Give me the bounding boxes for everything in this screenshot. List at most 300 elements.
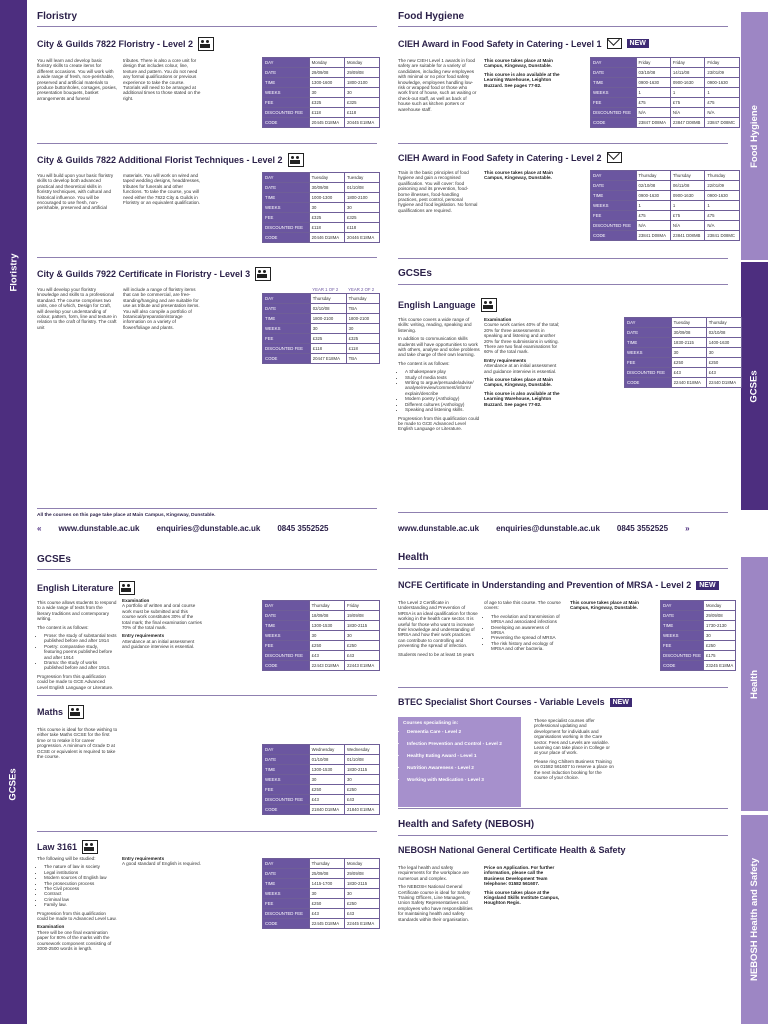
table-row-label: TIME [263, 621, 310, 631]
table-cell: £325 [344, 98, 379, 108]
list-item: • Writing to argue/persuade/advise/ analyse/review/comment/inform/ explain/describe [405, 380, 480, 396]
table-cell: £75 [636, 98, 670, 108]
course-description: These specialist courses offer professional updating and development for individuals and organisations working in the Care sector. Fees and Levels are variable. Learning can take place in College or at your place of work. Please ring Chiltern Business Training on 01582 561607 to reserve a place on the next induction booking for the course of your choice. [534, 718, 614, 781]
section-rule [398, 568, 728, 569]
table-cell: Friday [670, 58, 704, 68]
footer-rule [37, 508, 377, 509]
course-title-floristry-l3: City & Guilds 7922 Certificate in Floristry - Level 3 [37, 267, 271, 281]
table-row-label: DAY [591, 171, 637, 181]
table-cell: N/A [636, 221, 670, 231]
table-row-label: CODE [591, 231, 637, 241]
footer-rule [398, 512, 728, 513]
table-cell: 1730-2130 [703, 621, 735, 631]
table-cell: 29/09/08 [703, 611, 735, 621]
table-row [263, 651, 380, 661]
table-cell: 19/09/08 [344, 611, 379, 621]
table-cell: 30 [344, 775, 379, 785]
table-row [263, 334, 380, 344]
table-row [263, 631, 380, 641]
section-rule [398, 835, 728, 836]
table-cell: 1 [670, 88, 704, 98]
table-row [591, 68, 740, 78]
table-row-label: DISCOUNTED FEE [263, 223, 310, 233]
table-cell: 1400-1630 [706, 338, 741, 348]
table-row [263, 611, 380, 621]
table-cell: 30 [309, 631, 344, 641]
course-description: The new CIEH Level 1 awards in food safety are suitable for a variety of candidates, including new employees with minimal or no prior food safety knowledge, employees handling low-risk or wrapped food or those who work front of house, such as waiting or check-out staff, as well as back of house such as kitchen porters or warehouse staff. [398, 58, 477, 112]
table-row [263, 909, 380, 919]
table-row [591, 211, 740, 221]
table-cell: £118 [344, 108, 379, 118]
new-badge: NEW [610, 698, 632, 707]
table-row-label: WEEKS [263, 631, 310, 641]
table-cell: 29/09/08 [344, 869, 379, 879]
table-cell: Wednesday [309, 745, 344, 755]
table-row-label: TIME [591, 191, 637, 201]
table-row [263, 621, 380, 631]
table-row [263, 661, 380, 671]
course-description: This course is ideal for those wishing to either take Maths GCSE for the first time or to retake it for career progression. A minimum of Grade D at GCSE or equivalent is required to take the course. [37, 727, 118, 760]
table-row [263, 775, 380, 785]
course-description: will include a range of floristry items that can be commercial, are free-standing/hanging and are suitable for use as tribute and presentation items. You will also compile a portfolio of botanical/preparation/storage information on a variety of flower/foliage and plants. [123, 287, 200, 330]
table-row [591, 108, 740, 118]
list-item: • Preventing the spread of MRSA [491, 635, 562, 640]
table-row [661, 651, 736, 661]
table-cell: £118 [346, 344, 379, 354]
table-cell: £43 [309, 651, 344, 661]
list-item: • Criminal law [44, 897, 117, 902]
table-cell: N/A [636, 108, 670, 118]
list-item: • Contract [44, 891, 117, 896]
course-description: You will build upon your basic floristry skills to develop both advanced practical and theoretical skills in floristry techniques, with cultural and historical influence. You will be encouraged to use fresh, non-perishable, preserved and artificial [37, 173, 114, 211]
table-row [263, 173, 380, 183]
table-cell: 20447 E18MA [310, 354, 346, 364]
table-cell: 1800-2100 [346, 314, 379, 324]
table-row-label: DATE [263, 611, 310, 621]
table-cell: 21840 D18MA [309, 805, 344, 815]
table-cell: 22443 D18MA [309, 661, 344, 671]
side-tab-floristry[interactable]: Floristry [0, 0, 27, 545]
table-cell: Tuesday [309, 173, 344, 183]
table-row-label: DISCOUNTED FEE [263, 909, 310, 919]
section-title-gcses: GCSEs [398, 268, 432, 279]
table-row [263, 108, 380, 118]
footer-location-note: All the courses on this page take place at Main Campus, Kingsway, Dunstable. [37, 513, 216, 518]
table-cell: £43 [309, 909, 344, 919]
table-cell: Thursday [309, 859, 344, 869]
footer-phone[interactable]: 0845 3552525 [277, 524, 329, 533]
footer-website[interactable]: www.dunstable.ac.uk [398, 524, 480, 533]
table-cell: 0900-1630 [705, 78, 740, 88]
table-cell: N/A [705, 221, 740, 231]
course-description: You will learn and develop basic floristry skills to create items for different occasions. You will work with a wide range of fresh, non-perishable, preserved and artificial materials to produce buttonholes, corsages, posies, presentation bouquets, basket arrangements and funeral [37, 58, 117, 101]
side-tab-food-hygiene[interactable]: Food Hygiene [741, 12, 768, 260]
table-row [263, 785, 380, 795]
table-cell: 30/09/08 [309, 183, 344, 193]
table-cell: 1800-2100 [310, 314, 346, 324]
table-row [591, 171, 740, 181]
table-cell: TBA [346, 354, 379, 364]
list-item: • The Civil process [44, 886, 117, 891]
course-description: materials. You will work on wired and taped wedding designs, headdresses, tributes for funerals and other functions. To take the course, you will need either the 7822 City & Guilds in Floristry or an equivalent qualification. [123, 173, 201, 206]
course-title-nebosh: NEBOSH National General Certificate Health & Safety [398, 845, 626, 855]
table-row-label: DAY [263, 859, 310, 869]
table-cell: 01/10/08 [344, 755, 379, 765]
table-row-label: DATE [591, 68, 637, 78]
table-row-label: TIME [591, 78, 637, 88]
table-row-label: TIME [263, 193, 310, 203]
table-cell: Friday [705, 58, 740, 68]
table-row [263, 745, 380, 755]
course-description: tributes. There is also a core unit for design that includes colour, line, texture and pattern. You do not need any formal qualifications or previous experience to take the course. Tutorials will need to be arranged at additional times to those stated on the right. [123, 58, 201, 101]
course-title-btec: BTEC Specialist Short Courses - Variable Levels NEW [398, 697, 632, 707]
table-cell: 20446 D18MA [309, 233, 344, 243]
table-cell: 30/09/08 [671, 328, 706, 338]
table-row-label: DAY [591, 58, 637, 68]
table-cell: 1 [670, 201, 704, 211]
table-cell: £250 [703, 641, 735, 651]
table-row [625, 318, 742, 328]
table-cell: £75 [705, 98, 740, 108]
course-description: The following will be studied: • The nature of law in society • Legal institutions • Modern sources of English law • The prosecution process • The Civil process • Contract • Criminal law • Family law. Progression from this qualification could be made to Advanced Level Law. Examination There will be one final examination paper for 80% of the marks with the coursework component consisting of 2000-2500 words in length. [37, 856, 117, 955]
list-item: • Study of media texts [405, 375, 480, 380]
list-item: • A Shakespeare play [405, 369, 480, 374]
course-facts-table [660, 600, 736, 671]
table-cell: 22440 D18MA [706, 378, 741, 388]
table-row-label: DISCOUNTED FEE [591, 221, 637, 231]
course-details: Entry requirements A good standard of English is required. [122, 856, 201, 867]
list-item: • Modern sources of English law [44, 875, 117, 880]
table-row [263, 213, 380, 223]
table-row-label: DAY [263, 601, 310, 611]
table-cell: 0900-1630 [705, 191, 740, 201]
table-cell: 1830-2115 [344, 765, 379, 775]
list-item: • The nature of law in society [44, 864, 117, 869]
new-badge: NEW [627, 39, 649, 48]
table-row [263, 203, 380, 213]
table-cell: £43 [344, 909, 379, 919]
table-row [263, 223, 380, 233]
table-cell: 25/09/08 [309, 869, 344, 879]
table-row-label: FEE [263, 641, 310, 651]
table-cell: 1300-1530 [309, 765, 344, 775]
table-cell: 1 [705, 88, 740, 98]
course-facts-table [262, 744, 380, 815]
table-row-label: DISCOUNTED FEE [263, 651, 310, 661]
course-facts-table [262, 172, 380, 243]
table-row [625, 358, 742, 368]
table-cell: 30 [671, 348, 706, 358]
table-row-label: CODE [263, 354, 311, 364]
table-row-label: DATE [263, 68, 310, 78]
list-item: • Working with Medication - Level 3 [407, 778, 521, 783]
table-row-label: FEE [263, 98, 310, 108]
table-cell: 1830-2115 [344, 621, 379, 631]
table-cell: £43 [344, 651, 379, 661]
course-location: This course takes place at Main Campus, Kingsway, Dunstable. This course is also available at the Learning Warehouse, Leighton Buzzard. See pages 77-82. [484, 58, 560, 88]
table-column-header: YEAR 2 OF 2 [348, 287, 375, 292]
table-row [625, 328, 742, 338]
table-row [263, 755, 380, 765]
table-cell: TBA [346, 304, 379, 314]
table-cell: 22445 D18MA [309, 919, 344, 929]
table-cell: N/A [670, 108, 704, 118]
table-row-label: DISCOUNTED FEE [661, 651, 704, 661]
group-icon [288, 153, 304, 167]
table-cell: 22440 E18MA [671, 378, 706, 388]
section-rule [398, 26, 728, 27]
table-row-label: DATE [263, 304, 311, 314]
table-row [263, 324, 380, 334]
table-cell: 30 [309, 88, 344, 98]
side-tab-gcses[interactable]: GCSEs [741, 262, 768, 510]
table-row [263, 354, 380, 364]
table-row [263, 98, 380, 108]
table-row-label: TIME [661, 621, 704, 631]
table-cell: 23841 D08MC [705, 231, 740, 241]
table-row-label: DISCOUNTED FEE [263, 108, 310, 118]
table-cell: £75 [670, 98, 704, 108]
health-page [384, 545, 768, 1024]
table-row [591, 231, 740, 241]
side-tab-gcses[interactable]: GCSEs [0, 545, 27, 1024]
course-title-ncfe-mrsa: NCFE Certificate in Understanding and Prevention of MRSA - Level 2 NEW [398, 580, 719, 590]
footer-email[interactable]: enquiries@dunstable.ac.uk [496, 524, 600, 533]
table-cell: £325 [344, 213, 379, 223]
course-rule [398, 687, 728, 688]
side-tab-nebosh[interactable]: NEBOSH Health and Safety [741, 815, 768, 1024]
table-cell: 30 [346, 324, 379, 334]
table-row [625, 368, 742, 378]
table-cell: 22443 E18MA [344, 661, 379, 671]
table-row [591, 98, 740, 108]
table-cell: £325 [309, 213, 344, 223]
course-title-floristry-l2: City & Guilds 7822 Floristry - Level 2 [37, 37, 214, 51]
table-cell: N/A [705, 108, 740, 118]
side-tab-health[interactable]: Health [741, 557, 768, 811]
course-facts-table [262, 858, 380, 929]
table-cell: £118 [344, 223, 379, 233]
table-row [591, 191, 740, 201]
table-column-header: YEAR 1 OF 2 [312, 287, 339, 292]
table-cell: Monday [703, 601, 735, 611]
table-row-label: TIME [263, 765, 310, 775]
table-row-label: TIME [263, 314, 311, 324]
section-rule [37, 26, 377, 27]
floristry-page [0, 0, 384, 545]
gcses-page [0, 545, 384, 1024]
table-row [263, 805, 380, 815]
course-location: This course takes place at Main Campus, Kingsway, Dunstable. [570, 600, 639, 611]
course-facts-table [624, 317, 742, 388]
table-cell: £43 [671, 368, 706, 378]
table-cell: 14/11/08 [670, 68, 704, 78]
table-cell: 1830-2115 [671, 338, 706, 348]
table-cell: £75 [670, 211, 704, 221]
footer-contacts [398, 524, 690, 533]
group-icon [198, 37, 214, 51]
table-row-label: DATE [263, 869, 310, 879]
section-title-nebosh: Health and Safety (NEBOSH) [398, 819, 535, 830]
table-row-label: WEEKS [263, 324, 311, 334]
table-row [263, 193, 380, 203]
group-icon [481, 298, 497, 312]
table-cell: 23847 D08MC [705, 118, 740, 128]
footer-email[interactable]: enquiries@dunstable.ac.uk [156, 524, 261, 533]
table-cell: 0900-1630 [670, 78, 704, 88]
list-item: • Dementia Care - Level 2 [407, 730, 521, 735]
table-cell: Thursday [636, 171, 670, 181]
table-row [263, 314, 380, 324]
table-row-label: WEEKS [661, 631, 704, 641]
prev-page-arrow[interactable]: « [37, 524, 42, 533]
table-cell: £250 [706, 358, 741, 368]
courses-list-box: Courses specialising in: • Dementia Care - Level 2 • Infection Prevention and Control - Level 2 • Healthy Eating Award - Level 1 • Nutrition Awareness - Level 2 • Working with Medication - Level 3 [398, 717, 521, 807]
table-row-label: WEEKS [591, 88, 637, 98]
course-description: You will develop your floristry knowledge and skills to a professional standard. The course comprises two units, one of which, Design for Craft, will develop your understanding of colour, pattern, form, line and texture in relation to the craft of floristry. The craft unit [37, 287, 117, 330]
section-title-floristry: Floristry [37, 11, 78, 22]
table-cell: 1300-1600 [309, 78, 344, 88]
table-cell: 22445 E18MA [344, 919, 379, 929]
list-item: • The prosecution process [44, 881, 117, 886]
table-cell: Thursday [670, 171, 704, 181]
table-cell: £175 [703, 651, 735, 661]
table-cell: Friday [344, 601, 379, 611]
course-rule [398, 258, 728, 259]
course-description: of age to take this course. The course covers: • The evolution and transmission of MRSA and associated infections • Developing an awareness of MRSA • Preventing the spread of MRSA • The risk history and ecology of MRSA and other bacteria. [484, 600, 562, 655]
table-cell: 20446 E18MA [344, 233, 379, 243]
section-title-gcses: GCSEs [37, 554, 71, 565]
table-row [263, 88, 380, 98]
table-row-label: WEEKS [591, 201, 637, 211]
table-cell: 18/09/08 [309, 611, 344, 621]
table-cell: 30 [344, 631, 379, 641]
table-row-label: DISCOUNTED FEE [625, 368, 672, 378]
list-item: • Drama: the study of works published before and after 1914. [44, 660, 117, 671]
group-icon [68, 705, 84, 719]
table-row [263, 641, 380, 651]
table-row [591, 181, 740, 191]
course-title-cieh-l2: CIEH Award in Food Safety in Catering - Level 2 [398, 152, 622, 163]
table-cell: 02/10/08 [636, 181, 670, 191]
list-item: • Prose: the study of substantial texts published before and after 1914 [44, 633, 117, 644]
table-cell: 0900-1630 [636, 191, 670, 201]
table-row [263, 879, 380, 889]
table-row-label: CODE [263, 233, 310, 243]
table-row-label: FEE [591, 98, 637, 108]
table-row [263, 78, 380, 88]
section-title-health: Health [398, 552, 429, 563]
table-cell: 23841 D08MB [670, 231, 704, 241]
table-cell: Wednesday [344, 745, 379, 755]
table-cell: 30 [344, 203, 379, 213]
table-row [625, 348, 742, 358]
table-cell: 30 [309, 203, 344, 213]
list-item: • Healthy Eating Award - Level 1 [407, 754, 521, 759]
footer-website[interactable]: www.dunstable.ac.uk [58, 524, 140, 533]
table-row [263, 899, 380, 909]
table-row-label: DAY [263, 294, 311, 304]
table-cell: 23841 D08MA [636, 231, 670, 241]
table-cell: 1000-1300 [309, 193, 344, 203]
table-row [591, 118, 740, 128]
table-row [591, 221, 740, 231]
table-cell: £250 [344, 641, 379, 651]
table-cell: £75 [705, 211, 740, 221]
food-hygiene-page [384, 0, 768, 545]
next-page-arrow[interactable]: » [685, 524, 690, 533]
table-row [661, 661, 736, 671]
table-cell: 23245 E18MA [703, 661, 735, 671]
table-row [263, 304, 380, 314]
table-cell: Friday [636, 58, 670, 68]
table-row-label: CODE [263, 118, 310, 128]
table-cell: 23847 D08MB [670, 118, 704, 128]
new-badge: NEW [696, 581, 718, 590]
table-row-label: WEEKS [263, 203, 310, 213]
course-rule [37, 831, 377, 832]
footer-phone[interactable]: 0845 3552525 [616, 524, 669, 533]
table-row-label: FEE [263, 213, 310, 223]
table-cell: Thursday [706, 318, 741, 328]
table-cell: £325 [309, 98, 344, 108]
table-row [591, 78, 740, 88]
table-cell: £250 [344, 899, 379, 909]
table-cell: 29/09/08 [309, 68, 344, 78]
table-cell: 20445 D18MA [309, 118, 344, 128]
table-cell: 02/10/08 [310, 304, 346, 314]
table-row-label: WEEKS [263, 889, 310, 899]
table-row-label: WEEKS [625, 348, 672, 358]
table-row [263, 58, 380, 68]
envelope-icon [607, 152, 622, 163]
table-cell: Monday [344, 58, 379, 68]
table-cell: £250 [671, 358, 706, 368]
table-row-label: DATE [591, 181, 637, 191]
course-details: Examination Course work carries 40% of the total; 20% for three assessments in speaking and listening and another 20% for three submissions in writing. There are two final examinations for 60% of the total mark. Entry requirements Attendance at an initial assessment and guidance interview is essential. This course takes place at Main Campus, Kingsway, Dunstable. This course is also available at the Learning Warehouse, Leighton Buzzard. See pages 77-82. [484, 317, 560, 407]
group-icon [119, 581, 135, 595]
table-cell: 30 [706, 348, 741, 358]
list-item: • Modern poetry (Anthology) [405, 396, 480, 401]
table-row-label: CODE [591, 118, 637, 128]
table-cell: £43 [706, 368, 741, 378]
table-row-label: FEE [263, 899, 310, 909]
table-row-label: DAY [661, 601, 704, 611]
table-row-label: DAY [263, 58, 310, 68]
course-rule [37, 143, 377, 144]
table-cell: Thursday [705, 171, 740, 181]
table-row [661, 631, 736, 641]
table-cell: 23/01/09 [705, 68, 740, 78]
table-row-label: WEEKS [263, 775, 310, 785]
table-row-label: DATE [263, 183, 310, 193]
table-row [263, 859, 380, 869]
table-cell: N/A [670, 221, 704, 231]
table-cell: 1 [636, 88, 670, 98]
table-row [263, 68, 380, 78]
table-row [591, 201, 740, 211]
table-row-label: TIME [625, 338, 672, 348]
table-cell: £43 [344, 795, 379, 805]
table-row [661, 641, 736, 651]
table-row-label: FEE [661, 641, 704, 651]
table-row-label: CODE [263, 661, 310, 671]
table-row-label: DAY [625, 318, 672, 328]
table-cell: 0900-1630 [670, 191, 704, 201]
table-cell: £75 [636, 211, 670, 221]
table-cell: Monday [344, 859, 379, 869]
list-item: • Developing an awareness of MRSA [491, 625, 562, 636]
